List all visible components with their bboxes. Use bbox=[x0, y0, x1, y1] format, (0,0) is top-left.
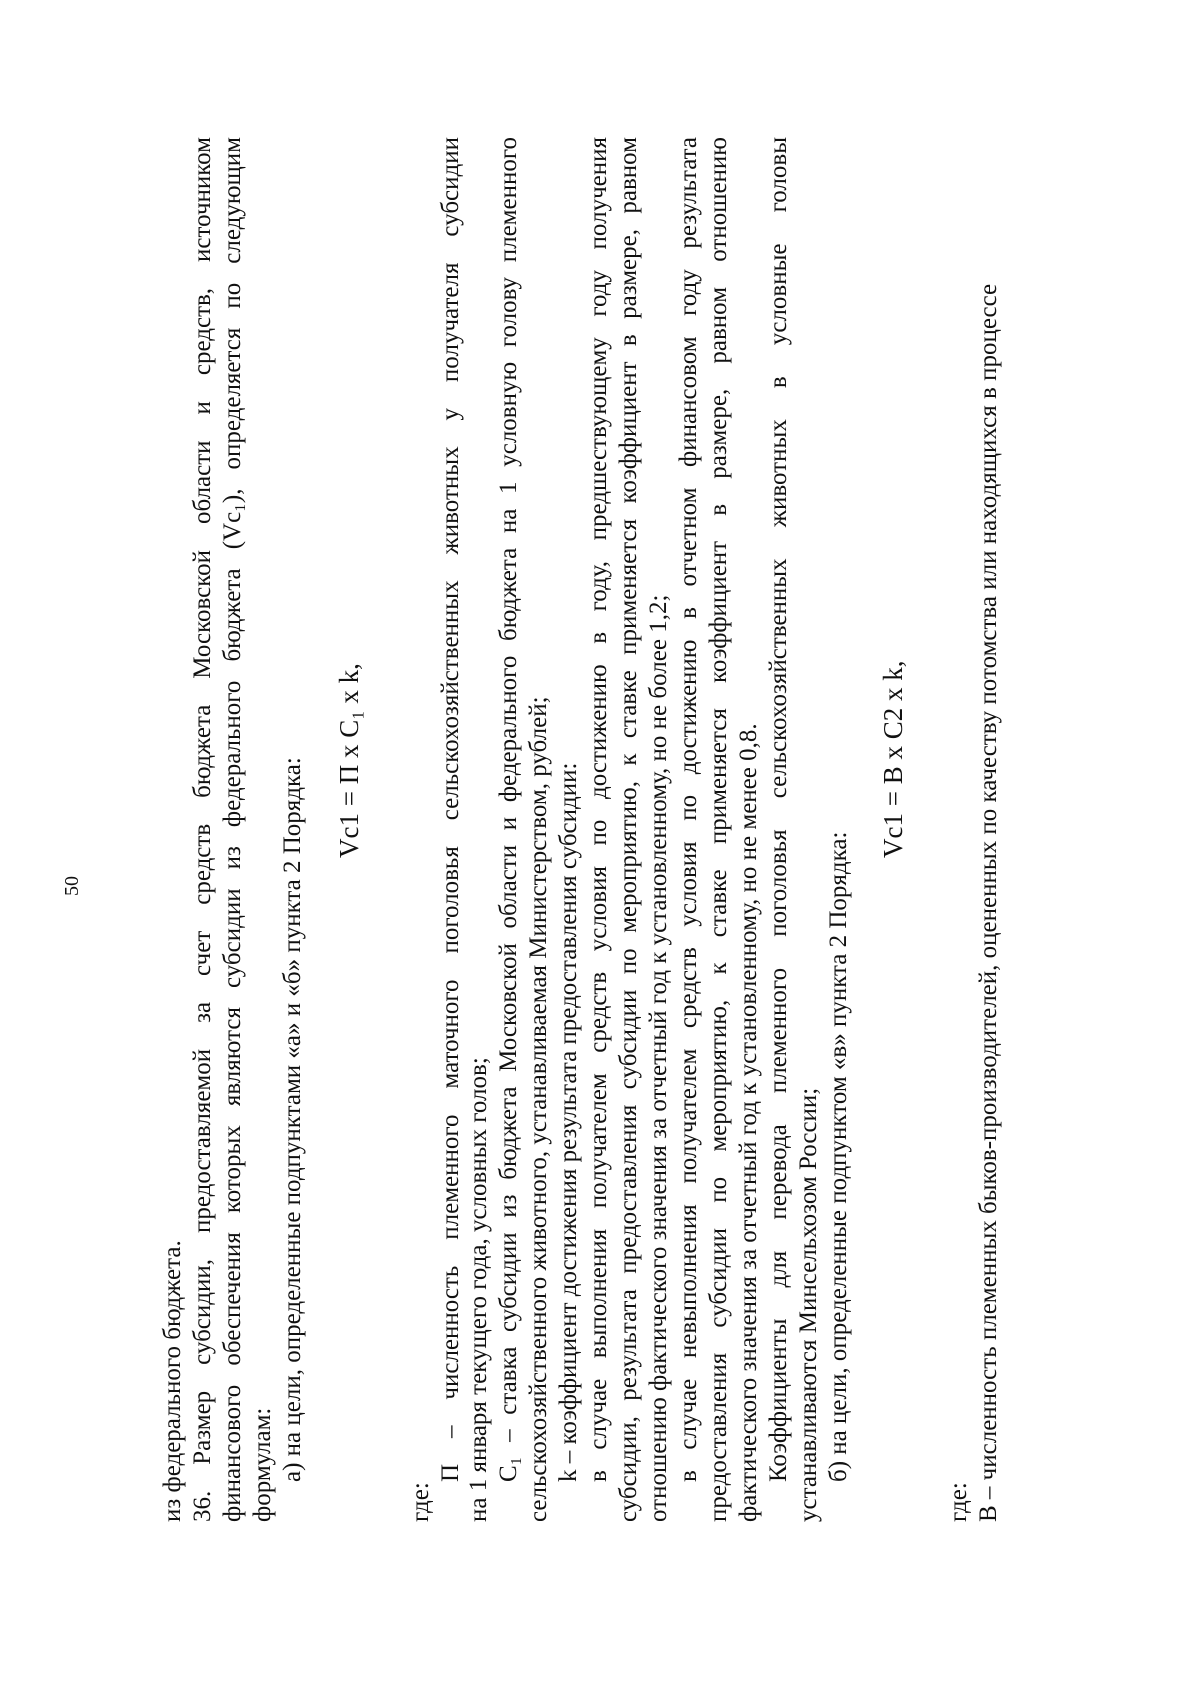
text-line: где: bbox=[407, 1482, 434, 1522]
text-line: а) на цели, определенные подпунктами «а» и «б» пункта 2 Порядка: bbox=[279, 757, 306, 1482]
formula-2: Vc1 = В х C2 х k, bbox=[878, 660, 908, 858]
page-number: 50 bbox=[61, 876, 83, 896]
text-line: C₁ – ставка субсидии из бюджета Московской области и федерального бюджета на 1 условную голову племенного bbox=[495, 137, 522, 1482]
text-line: сельскохозяйственного животного, устанавливаемая Министерством, рублей; bbox=[525, 696, 552, 1522]
text-line: на 1 января текущего года, условных голов; bbox=[465, 1057, 492, 1522]
text-line: 36. Размер субсидии, предоставляемой за счет средств бюджета Московской области и средств, источником bbox=[189, 137, 216, 1522]
text-line: Коэффициенты для перевода племенного поголовья сельскохозяйственных животных в условные головы bbox=[765, 137, 792, 1482]
text-line: б) на цели, определенные подпунктом «в» пункта 2 Порядка: bbox=[825, 831, 852, 1482]
text-line: субсидии, результата предоставления субсидии по мероприятию, к ставке применяется коэффициент в размере, равном bbox=[615, 137, 642, 1522]
text-line: k – коэффициент достижения результата предоставления субсидии: bbox=[555, 762, 582, 1482]
text-line: устанавливаются Минсельхозом России; bbox=[795, 1087, 822, 1522]
text-line: формулам: bbox=[249, 1407, 276, 1522]
text-line: В – численность племенных быков-производителей, оцененных по качеству потомства или находящихся в процессе bbox=[975, 283, 1002, 1522]
text-line: из федерального бюджета. bbox=[159, 1240, 186, 1522]
text-line: фактического значения за отчетный год к установленному, но не менее 0,8. bbox=[735, 723, 762, 1522]
formula-1: Vc1 = П х C₁ х k, bbox=[334, 663, 364, 858]
text-line: финансового обеспечения которых являются субсидии из федерального бюджета (Vc₁), определяется по следующим bbox=[219, 137, 246, 1522]
text-line: отношению фактического значения за отчетный год к установленному, но не более 1,2; bbox=[645, 594, 672, 1522]
text-line: П – численность племенного маточного поголовья сельскохозяйственных животных у получателя субсидии bbox=[437, 137, 464, 1482]
text-line: где: bbox=[945, 1482, 972, 1522]
text-line: предоставления субсидии по мероприятию, к ставке применяется коэффициент в размере, равном отношению bbox=[705, 137, 732, 1522]
text-line: в случае невыполнения получателем средств условия по достижению в отчетном финансовом году результата bbox=[675, 137, 702, 1482]
text-line: в случае выполнения получателем средств условия по достижению в году, предшествующему году получения bbox=[585, 137, 612, 1482]
